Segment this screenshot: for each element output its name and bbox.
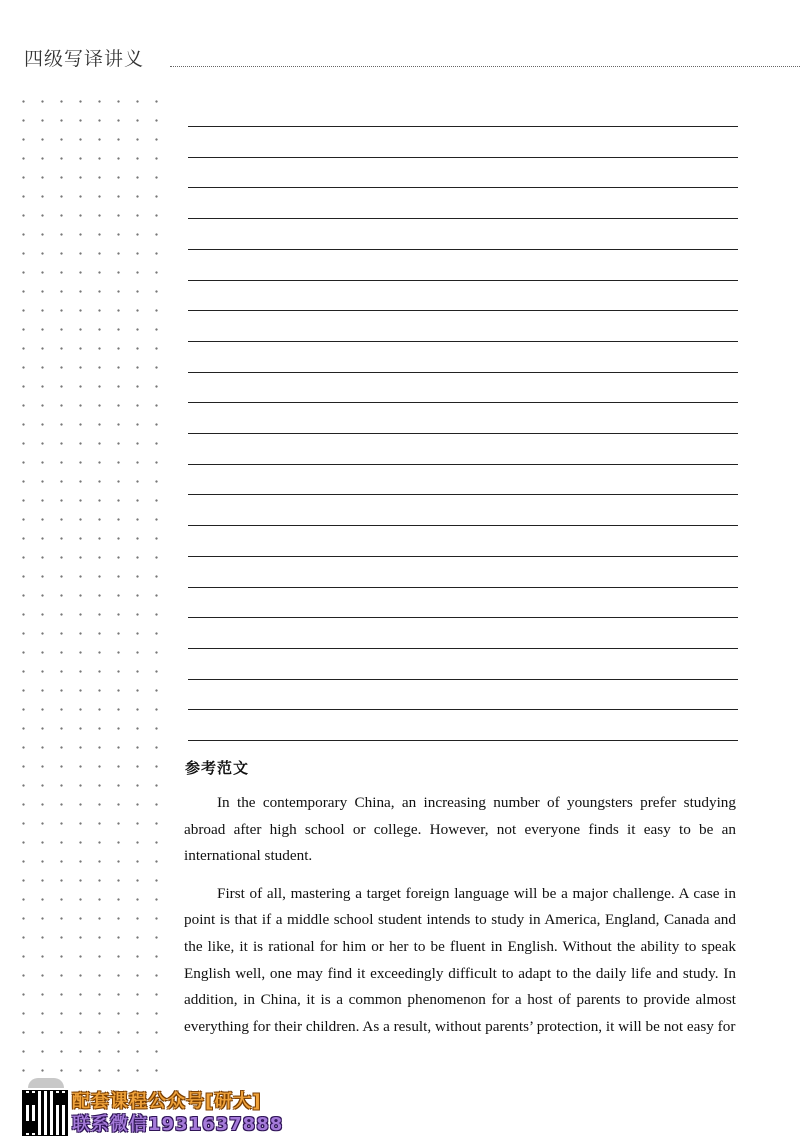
writing-line (188, 464, 738, 465)
writing-line (188, 587, 738, 588)
writing-line (188, 341, 738, 342)
sample-essay-heading: 参考范文 (185, 759, 250, 777)
writing-line (188, 218, 738, 219)
writing-line (188, 648, 738, 649)
writing-line (188, 310, 738, 311)
writing-line (188, 740, 738, 741)
essay-paragraph-2: First of all, mastering a target foreign language will be a major challenge. A case in point is that if a middle school student intends to study in America, England, Canada and the like, it is rational for him or her to be fluent in English. Without the ability to speak English well, one may find it exceedingly difficult to adapt to the daily life and study. In addition, in China, it is a common phenomenon for a host of parents to provide almost everything for their children. As a result, without parents’ protection, it will be not easy for (184, 884, 736, 1035)
writing-line (188, 433, 738, 434)
writing-line (188, 709, 738, 710)
header-dotted-rule (170, 66, 800, 67)
badge-tab-shape (28, 1078, 64, 1088)
page-header-title: 四级写译讲义 (24, 48, 145, 70)
watermark-line-2: 联系微信1931637888 (72, 1114, 284, 1135)
writing-line (188, 402, 738, 403)
writing-line (188, 249, 738, 250)
writing-line (188, 617, 738, 618)
writing-line (188, 372, 738, 373)
essay-paragraph-1: In the contemporary China, an increasing number of youngsters prefer studying abroad after high school or college. However, not everyone finds it easy to be an international student. (184, 794, 736, 865)
writing-line (188, 679, 738, 680)
writing-line (188, 157, 738, 158)
writing-line (188, 280, 738, 281)
qr-code-icon (22, 1090, 68, 1136)
watermark-line-1: 配套课程公众号[研大] (72, 1091, 262, 1112)
writing-line (188, 525, 738, 526)
writing-line (188, 494, 738, 495)
sample-essay-body (184, 790, 736, 1051)
writing-line (188, 126, 738, 127)
dot-grid-margin (14, 92, 172, 1082)
writing-line (188, 556, 738, 557)
footer-watermark (14, 1078, 314, 1140)
writing-line (188, 187, 738, 188)
